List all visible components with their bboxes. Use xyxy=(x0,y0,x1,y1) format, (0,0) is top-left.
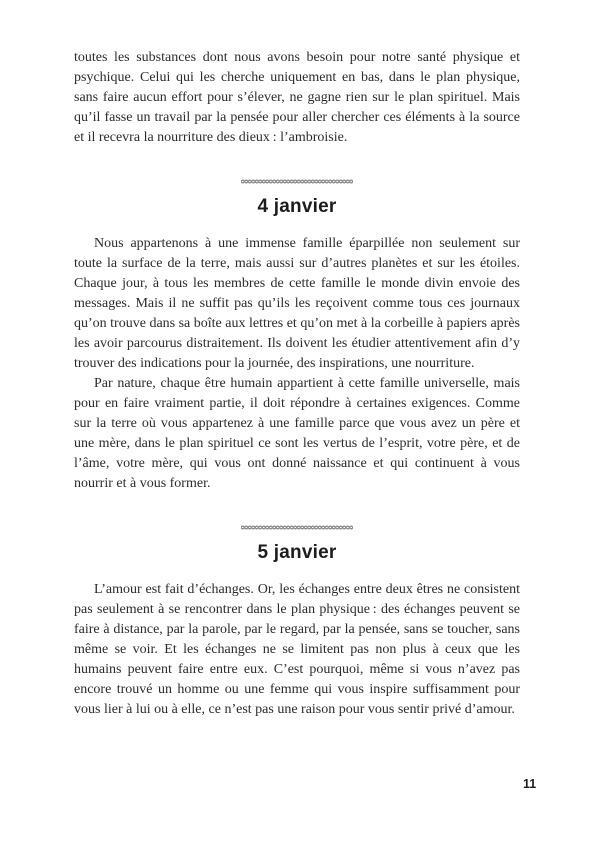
paragraph: Nous appartenons à une immense famille éparpillée non seulement sur toute la surface de la terre, mais aussi sur d’autres planètes et sur les étoiles. Chaque jour, à tous les membres de cette famille le monde divin envoie des messages. Mais il ne suffit pas qu’ils les reçoivent comme tous ces journaux qu’on trouve dans sa boîte aux lettres et qu’on met à la corbeille à papiers après les avoir parcourus distraitement. Ils doivent les étudier attentivement afin d’y trouver des indications pour la journée, des inspirations, une nourriture. xyxy=(74,236,520,371)
paragraph: Par nature, chaque être humain appartient à cette famille universelle, mais pour en faire vraiment partie, il doit répondre à certaines exigences. Comme sur la terre où vous appartenez à une famille parce que vous avez un père et une mère, dans le plan spirituel ce sont les vertus de l’esprit, votre père, et de l’âme, votre mère, qui vous ont donné naissance et qui continuent à vous nourrir et à vous former. xyxy=(74,376,520,491)
section-date-title: 4 janvier xyxy=(257,196,337,217)
section-header-4-janvier xyxy=(74,179,520,220)
paragraph: L’amour est fait d’échanges. Or, les échanges entre deux êtres ne consistent pas seulement à se rencontrer dans le plan physique : des échanges peuvent se faire à distance, par la parole, par le regard, par la pensée, sans se toucher, sans même se voir. Et les échanges ne se limitent pas non plus à ceux que les humains peuvent faire entre eux. C’est pourquoi, même si vous n’avez pas encore trouvé un homme ou une femme qui vous inspire suffisamment pour vous lier à lui ou à elle, ce n’est pas une raison pour vous sentir privé d’amour. xyxy=(74,582,520,717)
section-header-5-janvier xyxy=(74,525,520,566)
section-5-janvier xyxy=(74,525,520,720)
section-date-title: 5 janvier xyxy=(257,542,337,563)
page-number: 11 xyxy=(523,777,537,791)
chain-ornament-divider xyxy=(241,179,353,184)
chain-ornament-divider xyxy=(241,525,353,530)
section-4-janvier xyxy=(74,179,520,494)
paragraph-continuation: toutes les substances dont nous avons besoin pour notre santé physique et psychique. Celui qui les cherche uniquement en bas, dans le plan physique, sans faire aucun effort pour s’élever, ne gagne rien sur le plan spirituel. Mais qu’il fasse un travail par la pensée pour aller chercher ces éléments à la source et il recevra la nourriture des dieux : l’ambroisie. xyxy=(74,50,520,145)
text-column xyxy=(74,48,520,720)
